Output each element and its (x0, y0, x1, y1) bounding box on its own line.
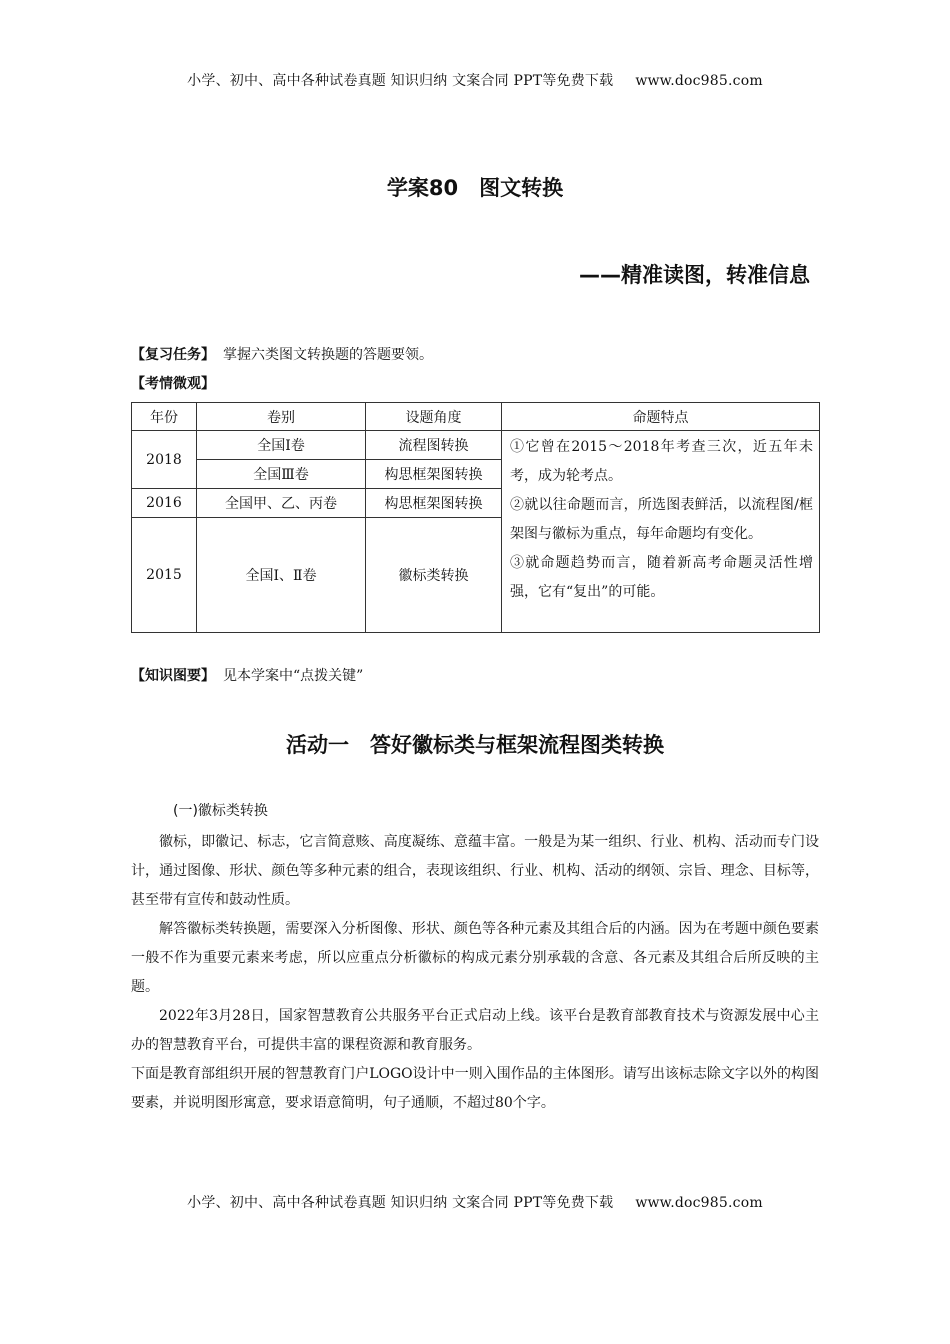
angle-cell: 徽标类转换 (366, 518, 502, 633)
exam-label: 【考情微观】 (131, 376, 215, 392)
table-header-row (132, 403, 820, 431)
body-text (131, 828, 819, 1118)
table-header-cell: 命题特点 (502, 403, 820, 431)
feature-item: ①它曾在2015～2018年考查三次，近五年未考，成为轮考点。 (510, 439, 813, 484)
knowledge-map (131, 666, 363, 686)
year-cell: 2016 (132, 489, 197, 518)
year-cell: 2015 (132, 518, 197, 633)
table-header-cell: 设题角度 (366, 403, 502, 431)
year-cell: 2018 (132, 431, 197, 489)
review-task (131, 345, 433, 365)
angle-cell: 构思框架图转换 (366, 460, 502, 489)
header-url[interactable]: www.doc985.com (635, 73, 763, 89)
paragraph: 徽标，即徽记、标志，它言简意赅、高度凝练、意蕴丰富。一般是为某一组织、行业、机构、活动而专门设计，通过图像、形状、颜色等多种元素的组合，表现该组织、行业、机构、活动的纲领、宗旨、理念、目标等，甚至带有宣传和鼓动性质。 (131, 834, 819, 908)
paragraph: 解答徽标类转换题，需要深入分析图像、形状、颜色等各种元素及其组合后的内涵。因为在考题中颜色要素一般不作为重要元素来考虑，所以应重点分析徽标的构成元素分别承载的含意、各元素及其组合后所反映的主题。 (131, 921, 819, 995)
table-header-cell: 卷别 (197, 403, 366, 431)
header-text: 小学、初中、高中各种试卷真题 知识归纳 文案合同 PPT等免费下载 (187, 73, 614, 89)
paper-cell: 全国甲、乙、丙卷 (197, 489, 366, 518)
table-row (132, 431, 820, 460)
activity-title: 活动一 答好徽标类与框架流程图类转换 (286, 733, 664, 757)
features-cell (502, 431, 820, 633)
paragraph: 2022年3月28日，国家智慧教育公共服务平台正式启动上线。该平台是教育部教育技术与资源发展中心主办的智慧教育平台，可提供丰富的课程资源和教育服务。 (131, 1008, 819, 1053)
knowledge-text: 见本学案中“点拨关键” (223, 668, 364, 684)
feature-item: ③就命题趋势而言，随着新高考命题灵活性增强，它有“复出”的可能。 (510, 555, 813, 600)
review-label: 【复习任务】 (131, 347, 215, 363)
page-header (0, 70, 950, 90)
knowledge-label: 【知识图要】 (131, 668, 215, 684)
footer-text: 小学、初中、高中各种试卷真题 知识归纳 文案合同 PPT等免费下载 (187, 1195, 614, 1211)
paper-cell: 全国Ⅰ卷 (197, 431, 366, 460)
section-title: (一)徽标类转换 (173, 803, 268, 819)
angle-cell: 流程图转换 (366, 431, 502, 460)
exam-table (131, 402, 820, 633)
paragraph: 下面是教育部组织开展的智慧教育门户LOGO设计中一则入围作品的主体图形。请写出该标志除文字以外的构图要素，并说明图形寓意，要求语意简明，句子通顺，不超过80个字。 (131, 1066, 819, 1111)
footer-url[interactable]: www.doc985.com (635, 1195, 763, 1211)
table-header-cell: 年份 (132, 403, 197, 431)
page-subtitle: ——精准读图，转准信息 (579, 263, 810, 287)
paper-cell: 全国Ⅲ卷 (197, 460, 366, 489)
page-footer (0, 1192, 950, 1212)
review-text: 掌握六类图文转换题的答题要领。 (223, 347, 433, 363)
page-title: 学案80 图文转换 (386, 176, 564, 200)
paper-cell: 全国Ⅰ、Ⅱ卷 (197, 518, 366, 633)
angle-cell: 构思框架图转换 (366, 489, 502, 518)
feature-item: ②就以往命题而言，所选图表鲜活，以流程图/框架图与徽标为重点，每年命题均有变化。 (510, 497, 813, 542)
